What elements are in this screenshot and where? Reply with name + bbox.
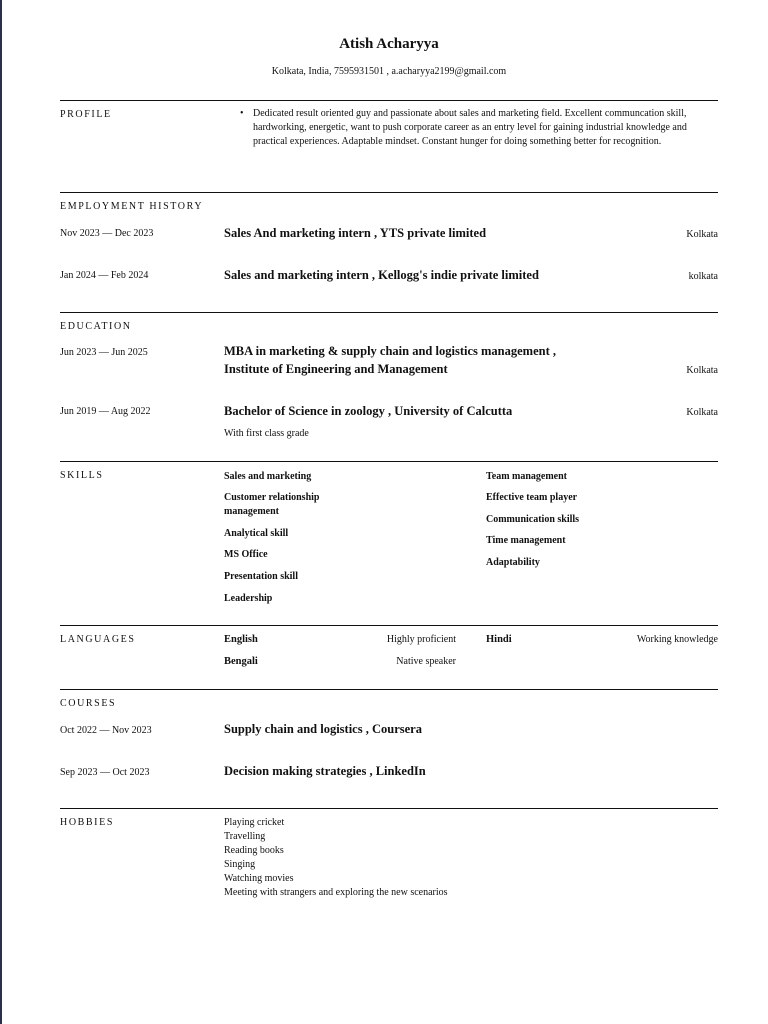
section-title-education: EDUCATION — [60, 321, 132, 332]
hobby-item: Watching movies — [224, 873, 294, 884]
section-divider — [60, 461, 718, 462]
section-divider — [60, 100, 718, 101]
education-date: Jun 2023 — Jun 2025 — [60, 347, 148, 358]
skill-item: Adaptability — [486, 557, 540, 568]
skill-item: Effective team player — [486, 492, 578, 503]
employment-location: kolkata — [688, 271, 718, 282]
section-divider — [60, 312, 718, 313]
skill-item: Leadership — [224, 593, 273, 604]
course-date: Oct 2022 — Nov 2023 — [60, 725, 152, 736]
section-title-employment: EMPLOYMENT HISTORY — [60, 201, 204, 212]
education-title-line2: Institute of Engineering and Management — [224, 362, 448, 376]
language-level: Highly proficient — [386, 634, 456, 645]
skill-item: Customer relationship management — [224, 492, 320, 517]
education-note: With first class grade — [224, 428, 309, 439]
employment-title: Sales and marketing intern , Kellogg's indie private limited — [224, 268, 539, 282]
profile-list — [240, 107, 718, 150]
section-title-courses: COURSES — [60, 698, 117, 709]
skill-item: MS Office — [224, 549, 268, 560]
hobby-item: Playing cricket — [224, 817, 285, 828]
education-date: Jun 2019 — Aug 2022 — [60, 406, 151, 417]
language-name: English — [224, 634, 258, 645]
section-title-skills: SKILLS — [60, 470, 104, 481]
employment-date: Nov 2023 — Dec 2023 — [60, 228, 154, 239]
section-divider — [60, 192, 718, 193]
employment-location: Kolkata — [686, 229, 718, 240]
profile-text: Dedicated result oriented guy and passionate about sales and marketing field. Excellent communcation skill, hardworking, energetic, want to push corporate career as an entry level for gaining industrial knowledge and practical experiences. Adaptable mindset. Constant hunger for doing something better for recognition. — [253, 108, 687, 148]
section-divider — [60, 808, 718, 809]
language-level: Native speaker — [396, 656, 456, 667]
skill-item: Team management — [486, 471, 568, 482]
employment-date: Jan 2024 — Feb 2024 — [60, 270, 149, 281]
profile-item — [240, 107, 718, 150]
section-title-languages: LANGUAGES — [60, 634, 136, 645]
candidate-name: Atish Acharyya — [339, 36, 439, 52]
section-title-profile: PROFILE — [60, 109, 112, 120]
course-title: Supply chain and logistics , Coursera — [224, 722, 422, 736]
language-name: Bengali — [224, 656, 258, 667]
hobby-item: Reading books — [224, 845, 284, 856]
education-title-line1: MBA in marketing & supply chain and logistics management , — [224, 344, 556, 358]
section-divider — [60, 689, 718, 690]
language-level: Working knowledge — [636, 634, 718, 645]
hobby-item: Meeting with strangers and exploring the new scenarios — [224, 887, 448, 898]
course-date: Sep 2023 — Oct 2023 — [60, 767, 150, 778]
page-left-border — [0, 0, 2, 1024]
education-title: Bachelor of Science in zoology , University of Calcutta — [224, 404, 513, 418]
skill-item: Communication skills — [486, 514, 580, 525]
section-title-hobbies: HOBBIES — [60, 817, 114, 828]
section-divider — [60, 625, 718, 626]
skill-item: Presentation skill — [224, 571, 298, 582]
bullet-icon: • — [240, 108, 244, 119]
employment-title: Sales And marketing intern , YTS private limited — [224, 226, 487, 240]
education-location: Kolkata — [686, 365, 718, 376]
education-location: Kolkata — [686, 407, 718, 418]
hobbies-list — [224, 816, 448, 900]
course-title: Decision making strategies , LinkedIn — [224, 764, 426, 778]
skill-item: Analytical skill — [224, 528, 289, 539]
hobby-item: Singing — [224, 859, 256, 870]
skill-item: Sales and marketing — [224, 471, 312, 482]
hobby-item: Travelling — [224, 831, 266, 842]
language-name: Hindi — [486, 634, 512, 645]
contact-info: Kolkata, India, 7595931501 , a.acharyya2199@gmail.com — [271, 66, 507, 77]
skill-item: Time management — [486, 535, 566, 546]
